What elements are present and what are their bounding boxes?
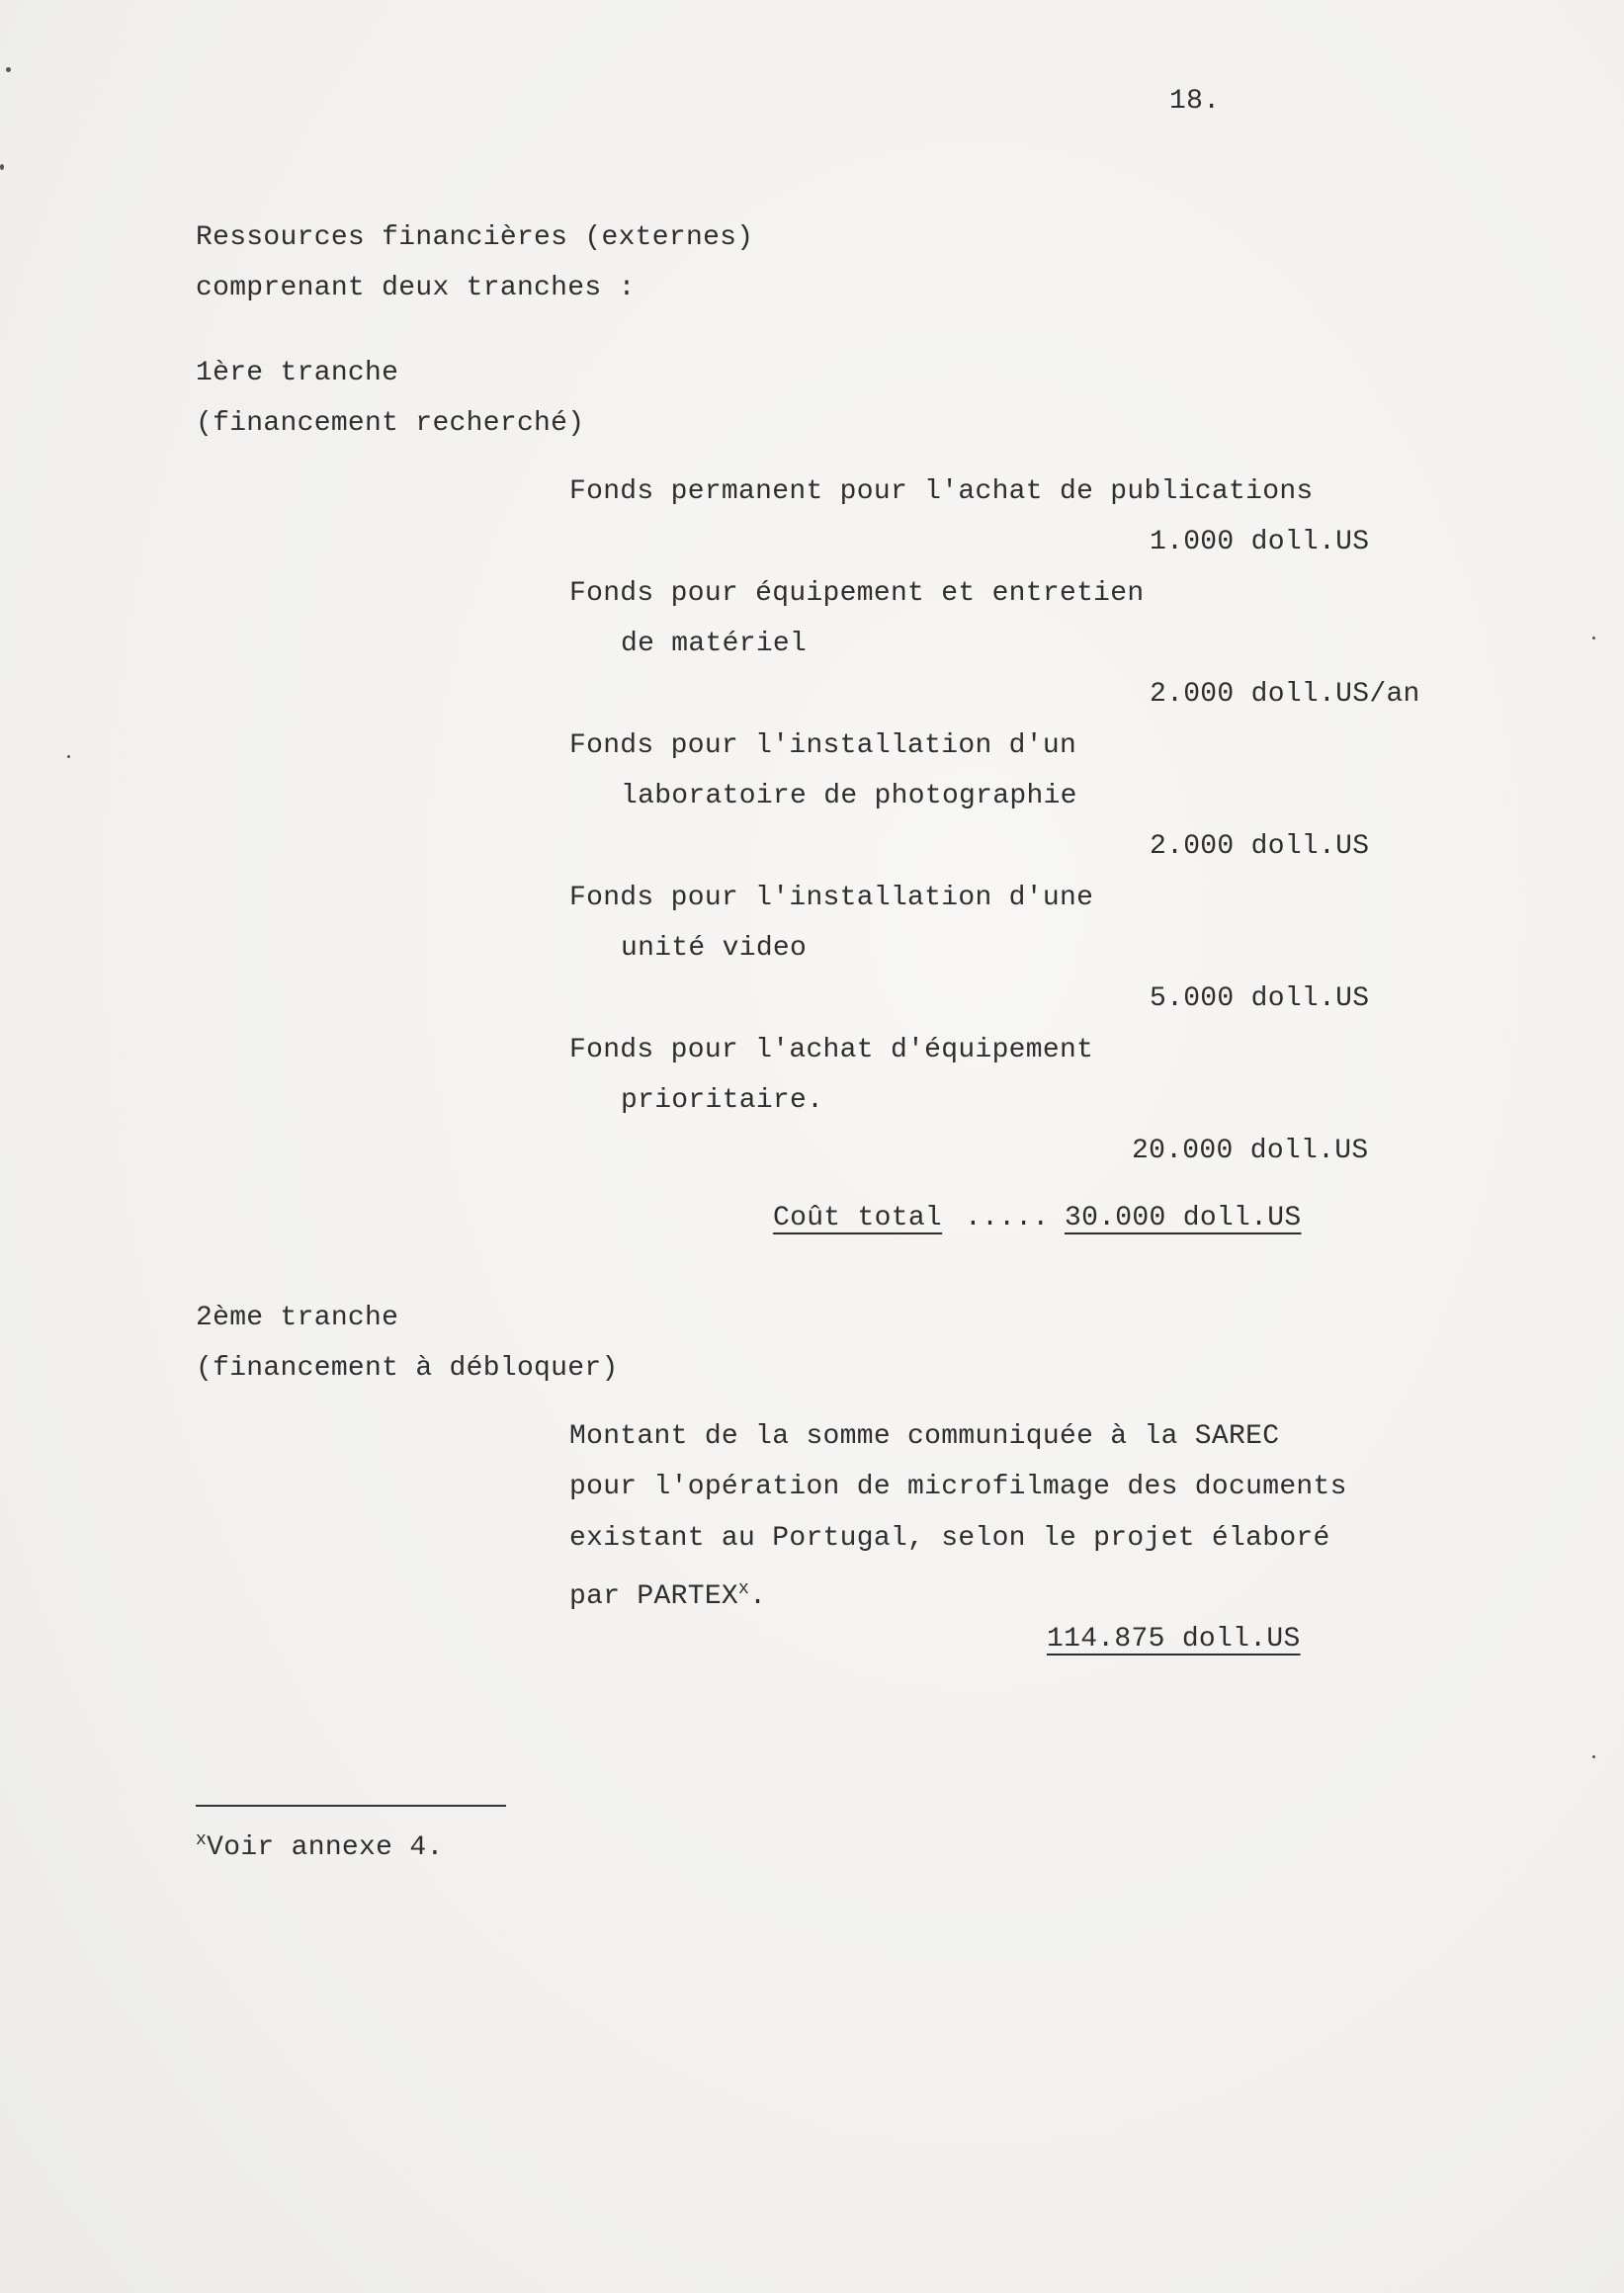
scan-speck xyxy=(1592,1755,1595,1758)
footnote xyxy=(196,1824,444,1865)
scan-speck xyxy=(0,164,4,170)
scan-speck xyxy=(6,67,11,72)
footnote-rule xyxy=(196,1805,506,1807)
item-3-line-1: Fonds pour l'installation d'un xyxy=(569,730,1077,761)
tranche2-footnote-mark: x xyxy=(738,1579,750,1599)
page-number: 18. xyxy=(1169,86,1221,117)
item-5-line-1: Fonds pour l'achat d'équipement xyxy=(569,1035,1094,1065)
item-2-line-1: Fonds pour équipement et entretien xyxy=(569,578,1145,609)
item-2-line-2: de matériel xyxy=(621,629,808,659)
footnote-text: Voir annexe 4. xyxy=(207,1832,444,1863)
tranche2-desc-line-2: pour l'opération de microfilmage des documents xyxy=(569,1472,1347,1502)
item-1-line-1: Fonds permanent pour l'achat de publications xyxy=(569,476,1314,507)
tranche2-desc-line-4 xyxy=(569,1572,766,1614)
item-5-line-2: prioritaire. xyxy=(621,1085,824,1116)
intro-line-1: Ressources financières (externes) xyxy=(196,222,754,253)
total-dots: ..... xyxy=(965,1203,1050,1233)
total-amount: 30.000 doll.US xyxy=(1065,1203,1302,1233)
tranche2-subtitle: (financement à débloquer) xyxy=(196,1353,619,1384)
tranche2-desc-end: . xyxy=(749,1581,767,1612)
total-label: Coût total xyxy=(773,1203,943,1233)
item-3-amount: 2.000 doll.US xyxy=(1150,831,1370,862)
tranche1-subtitle: (financement recherché) xyxy=(196,408,585,439)
item-1-amount: 1.000 doll.US xyxy=(1150,527,1370,557)
tranche2-title: 2ème tranche xyxy=(196,1303,399,1333)
tranche2-desc-line-1: Montant de la somme communiquée à la SAREC xyxy=(569,1421,1280,1452)
item-3-line-2: laboratoire de photographie xyxy=(621,781,1077,811)
tranche2-desc-line-3: existant au Portugal, selon le projet élaboré xyxy=(569,1523,1330,1554)
tranche2-amount: 114.875 doll.US xyxy=(1047,1624,1301,1655)
tranche2-desc-line-4-text: par PARTEX xyxy=(569,1581,739,1612)
item-2-amount: 2.000 doll.US/an xyxy=(1150,679,1420,710)
item-4-line-2: unité video xyxy=(621,933,808,964)
tranche1-title: 1ère tranche xyxy=(196,358,399,388)
item-4-amount: 5.000 doll.US xyxy=(1150,983,1370,1014)
item-4-line-1: Fonds pour l'installation d'une xyxy=(569,883,1094,913)
scan-speck xyxy=(1592,637,1595,639)
item-5-amount: 20.000 doll.US xyxy=(1132,1136,1369,1166)
footnote-mark: x xyxy=(196,1830,208,1850)
intro-line-2: comprenant deux tranches : xyxy=(196,273,636,303)
scan-speck xyxy=(67,755,70,758)
